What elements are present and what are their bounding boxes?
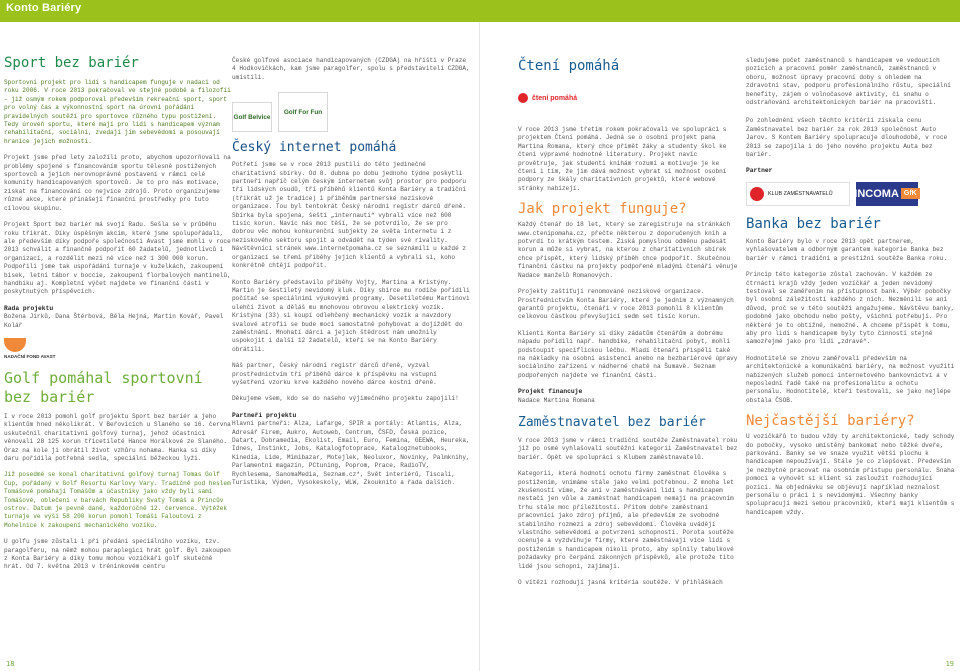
nfa-logo-icon (4, 338, 26, 352)
paragraph: U golfu jsme zůstali i při předání speciálního vozíku, tzv. paragolferu, na němž mohou paraplegici hrát golf. Byl zakoupen z Konta Bariéry a díky tomu mohou vozíčkáři golf skutečně hrát. Od 7. května 2013 v tréninkovém centru (4, 538, 231, 571)
paragraph: Sportovní projekt pro lidi s handicapem funguje v nadaci od roku 2006. V roce 2013 pokračoval ve stejné podobě a filozofii – již osmým rokem podporoval především rekreační sport, sport pro volný čas a výkonnostní sport na úrovni pořádání pravidelných soutěží pro sportovce různého typu postižení. Tedy úroveň sportu, které mají pro lidi s handicapem význam rehabilitační, sociální, zvedají jim sebevědomí a posouvají hranice jejich možností. (4, 79, 231, 145)
paragraph: Projekt Sport bez bariér má svojí Radu. Sešla se v průběhu roku třikrát. Díky úspěšným akcím, které jsme spolupořádali, ale především díky podpoře společnosti Avast jsme mohli v roce 2013 schválit a finančně podpořit 60 žadatelů, jednotlivců i organizací, a rozdělit mezi ně více než 1 300 000 korun. Podpořili jsme tak uspořádání turnaje v kuželkách, zakoupení bisek, letní tábor v boccie, zakoupení florbalových mantinelů, handbiku aj. Kompletní výčet najdete ve finanční části v poskytnutých příspěvcích. (4, 221, 231, 296)
label-financuje: Projekt financuje (518, 388, 583, 396)
cteni-logo-icon (518, 93, 528, 103)
paragraph: Klienti Konta Bariéry si díky zádatům čtenářům a dobrému nápadu pořídili např. handbike, rehabilitační pobyt, mohli podstoupit speciflickou léčbu. Mladí čtenáři přispěli také na nákladky na osobní asistenci anebo na bezbariérové úpravy sociálního zařízení v nádherné chatě na Šumavě. Seznam podpořených najdete ve finanční části. (518, 329, 738, 379)
paragraph: České golfové asociace handicapovaných (CZDGA) na hřišti v Praze 4 Hodkovičkách, kam jsme paragolfer, spolu s představiteli CZDGA, umístili. (232, 57, 470, 81)
klub-logo-icon (750, 187, 764, 201)
heading-jak: Jak projekt funguje? (518, 201, 687, 218)
golf-logos (232, 86, 472, 132)
paragraph: V roce 2013 jsme v rámci tradiční soutěže Zaměstnavatel roku již po osmé vyhlašovali soutěžní kategorii Zaměstnavatel bez bariér. Opět ve spolupráci s Klubem zaměstnavatelů. (518, 436, 738, 461)
paragraph: Princip této kategorie zůstal zachován. V každém ze čtrnácti krajů vždy jeden vozíčkář a jeden nevidomý testoval se zaměřením na přístupnost bank. Výběr pobočky byl osobní záležitostí každého z nich. Nezměnili se ani důvod, proč se v této soutěži angažujeme. Návštěvu banky, podobně jako obchodu nebo pošty, všichni potřebují. Pro některé je to obtížné, nemožné. A chceme přispět k tomu, aby pro lidi s handicapem byly tyto činnosti stejně samozřejmé jako pro lidi „zdravé“. (746, 271, 955, 346)
column-1 (4, 56, 232, 572)
partners-list: Hlavní partneři: Alza, Lafarge, SPIR a portály: Atlantis, Alza, Adresář Firem, Aukro, Autoweb, Centrum, ČSFD, Česká pozice, Datart, Dobramedia, Ekolist, Email, Euro, Femina, GEEWA, Heureka, Idnes, Instinkt, Jobs, Katalogfotoprace, Katalogznetubooks, Kinedia, Lide, Mimibazar, Motejlek, Neoluxor, Novinky, Palmknihy, Parlamentní magazín, PCtuning, Poprom, Prace, RadioTV, Rychlesema, SanomaMedia, Seznam.cz*, Svět interiérů, Tiscali, Turistika, Výden, Vysokeskoly, WLW, Zkouknito a řada dalších. (232, 420, 470, 487)
incoma-logo-text: INCOMA (854, 187, 899, 200)
heading-cteni: Čtení pomáhá (518, 58, 620, 74)
incoma-logo (856, 182, 918, 206)
paragraph: Projekt jsme před lety založili proto, abychom upozorňovali na problémy spojené s financováním sportu tělesně postižených sportovců a jejich nerovnoprávné postavení v rámci celé komunity handicapovaných sportovců. Je to pro nás motivace, získat na financování co nejvíce zdrojů. Proto organizujeme různé akce, které přinášejí finanční prostředky pro tuto cílovou skupinu. (4, 154, 231, 212)
page-number-right: 19 (945, 660, 954, 668)
nfa-logo-text: NADAČNÍ FOND AVAST (4, 353, 56, 359)
heading-golf: Golf pomáhal sportovní bez bariér (4, 368, 203, 406)
column-3 (518, 58, 738, 587)
paragraph: Hodnotitelé se znovu zaměřovali především na architektonické a komunikační bariéry, na možnost využití nabízených služeb pomocí internetového bankovnictví a v neposlední řadě také na profesionalitu a ochotu personálu. Hodnotitelé, kteří testovali, se jako nejlépe obstála ČSOB. (746, 354, 955, 404)
heading-bariery: Nejčastější bariéry? (746, 413, 915, 430)
column-2 (232, 57, 472, 487)
golf-belvice-logo: Golf Belvice (232, 102, 272, 132)
heading-sport: Sport bez bariér (4, 55, 139, 71)
paragraph: Konto Bariéry představilo příběhy Vojty, Martina a Kristýny. Martin je šestiletý nevidomý kluk. Díky sbírce mu rodiče pořídili počítač se speciálními výukovými programy. Desetiletému Martinovi ulehčí život a děláš mu mnohovou obrovou elektrický vozík. Kristýna (33) si koupí odlehčený mechanický vozík a navzdory svalové atrofii se bude moci samostatně pohybovat a dojíždět do zaměstnání. Mnohatí dárci a jejich štědrost nám umožnily uspokojit i další 12 žadatelů, kteří se na Konto Bariéry obrátili. (232, 278, 470, 353)
rada-members: Božena Jirků, Dana Štěrbová, Běla Hejná, Martin Kovář, Pavel Kolář (4, 313, 224, 329)
heading-zamestnavatel: Zaměstnavatel bez bariér (518, 414, 706, 430)
page-number-left: 18 (6, 660, 15, 668)
page-divider (479, 22, 480, 671)
golf-for-fun-logo: Golf For Fun (278, 92, 328, 132)
column-4 (746, 57, 956, 517)
label-rada: Rada projektu (4, 304, 54, 312)
financuje-value: Nadace Martina Romana (518, 396, 595, 404)
gfk-logo-text: GfK (901, 188, 920, 199)
cteni-logo (518, 78, 738, 118)
header-title: Konto Bariéry (6, 2, 82, 14)
paragraph: V roce 2013 jsme třetím rokem pokračovali ve spolupráci s projektem Čtení pomáhá. Jedná se o osobní projekt pana Martina Romana, který chce přimět žáky a studenty škol ke čtení výpravné hodnotné literatury. Projekt navíc provětruje, jak studenti knihám rozumí a motivuje je ke čtení i tím, že jim dává možnost vybrat si možnost osobní podpory ze škály charitativních projektů, které webové stránky nabízejí. (518, 126, 727, 192)
paragraph: Po zohlednění všech těchto kritérií získala cenu Zaměstnavatel bez bariér za rok 2013 společnost Auto Jarov. S Kontem Bariéry spolupracuje dlouhodobě, v roce 2013 se zapojila i do jeho nového projektu Auta bez bariér. (746, 117, 948, 159)
cteni-logo-text: čtení pomáhá (532, 94, 578, 102)
paragraph: I v roce 2013 pomohl golf projektu Sport bez bariér a jeho klientům hned několikrát. V Beřovicích u Slaného se 16. června uskutečnil charitativní golfový turnaj, jehož účastníci věnovali 28 125 korun třicetileté Hance Horálkové ze Slaného. Oraz na kole ji obrátil život vzhůru nohama. Hanka si díky daru pořídila potřebná sedla, speciální běžeckou lyži. (4, 412, 231, 462)
paragraph: Projekty zaštiťují renomované neziskové organizace. Prostřednictvím Konta Bariéry, které je jednim z významných garantů projektu, čtenáři v roce 2013 pomohli 8 klientům celkovou částkou převyšující sedm set tisíc korun. (518, 288, 734, 321)
paragraph: Děkujeme všem, kdo se do našeho výjimečného projektu zapojili! (232, 395, 459, 403)
heading-internet: Český internet pomáhá (232, 140, 397, 156)
label-partners: Partneři projektu (232, 411, 297, 419)
paragraph: Potřetí jsme se v roce 2013 pustili do této jedinečné charitativní sbírky. Od 8. dubna po dobu jednoho týdne poskytli partneři napříč celým českým internetem svůj prostor pro podporu tří lidských osudů, tří příběhů klientů Konta Bariéry a tradiční (třikrát už je tradice) i příběhům partnerské neziskové organizace. Tou byl tentokrát Český národní registr dárců dřeně. Sbírka byla spojena, šeští „internauti“ vybrali více než 600 tisíc korun. Navíc nás moc těší, že se potvrdilo, že se pro dobrou věc mohou konkurenční subjekty ze světa internetu i z neziskového sektoru spojit a odvádět na týden své rivality. Návštěvníci stránek www.internetpomaha.cz se seznámili u každé z organizací se třemi příběhy jejich klientů a vybrali si, koho konkrétně chtějí podpořit. (232, 161, 467, 270)
paragraph: O vítězi rozhodují jasná kritéria soutěže. V přihláškách (518, 579, 723, 587)
paragraph: sledujeme počet zaměstnanců s handicapem ve vedoucích pozicích a pracovní poměr zaměstnanců, zaměstnanců v oboru, možnost úpravy pracovní doby s ohledem na zdravotní stav, podporu profesionálního růstu, speciální benefity, zájem o volnočasové aktivity, či snahu o odstraňování architektonických bariér na pracovišti. (746, 57, 951, 107)
paragraph: Konto Bariéry bylo v roce 2013 opět partnerem, vyhlašovatelem a odborným garantem kategorie Banka bez bariér v rámci tradiční a prestižní soutěže Banka roku. (746, 237, 948, 262)
nfa-logo (4, 338, 232, 359)
partner-logos (746, 182, 956, 206)
paragraph: Náš partner, Český národní registr dárců dřeně, vyzval prostřednictvím tří příběhů dárce k příspěvku na vstupní vyšetření vzorku krve každého nového dárce kostní dřeně. (232, 362, 437, 386)
label-partner: Partner (746, 167, 773, 175)
paragraph: Již posedmé se konal charitativní golfový turnaj Tomas Golf Cup, pořádaný v Golf Resortu Karlovy Vary. Tradičně pod heslem Tomášové pomáhají Tomášům a účastníky jako vždy byli samí Tomášové, oblečení v barvách Republiky Svatý Tomáš a Princův ostrov. Datum je pevně dané, každoročně 12. července. Výtěžek turnaje ve výši 58 200 korun pomohl Tomáši Faloutovi z Mohelnice k zakoupení mechanického vozíku. (4, 471, 231, 529)
klub-zamestnavatelu-logo (746, 182, 850, 206)
heading-banka: Banka bez bariér (746, 215, 881, 232)
paragraph: Kategorii, která hodnotí ochotu firmy zaměstnat člověka s postižením, vnímáme stále jako velmi potřebnou. Z mnoha let zkušeností víme, že ani v zaměstnávání lidí s handicapem nestačí jen vůle a zaměstnat handicapem nemají na pracovním trhu stále moc příležitostí. Přitom dobře zaměstnaní pracovníci jako zdroj příjmů, ale především ze svobodné stabilního rozmezí a zdroj sebevědomí. Člověka uvádějí vlastního sebevědomí a potvrzení schopností. Porota soutěže ocenuje a vyzdvihuje firmy, které zaměstnávají více lidí s postižením s handicapem nikoli proto, aby splnily tabulkové požadavky pro čerpání zákonných příspěvků, ale protože tito lidé jsou schopní, zajímají. (518, 470, 734, 570)
paragraph: Každý čtenář do 18 let, který se zaregistruje na stránkách www.ctenipomaha.cz, přečte některou z doporučených knih a potvrdí to krátkým testem. Získá pomyslnou odměnu padesát korun a může si vybrat, na kterou z charitativních sbírek chce přispět, který lidský příběh chce podpořit. Skutečnou finanční částku na projekty podpořené mladými čtenáři věnuje Nadace manželů Romanových. (518, 221, 738, 279)
paragraph: U vozíčkářů to budou vždy ty architektonické, tedy schody do pobočky, vysoko umístěný bankomat nebo těžké dveře, parkování. Banky se ve snaze využít větší plochu k handicapem nepoužívají. Stále je co zlepšovat. Především je nezbytné pracovat na osobním přístupu personálu. Snaha pomoci a vyhovět si klient si zasloužit rozhodující pozici. Na objednávku se objevují například neznalost personálu o práci i s nevidomými. Všechny banky spolupracují mezi sebou pracovníků, kteří mají klientům s handicapem vždy. (746, 433, 955, 516)
header-bar (0, 0, 960, 22)
klub-logo-text: KLUB ZAMĚSTNAVATELŮ (768, 190, 833, 197)
